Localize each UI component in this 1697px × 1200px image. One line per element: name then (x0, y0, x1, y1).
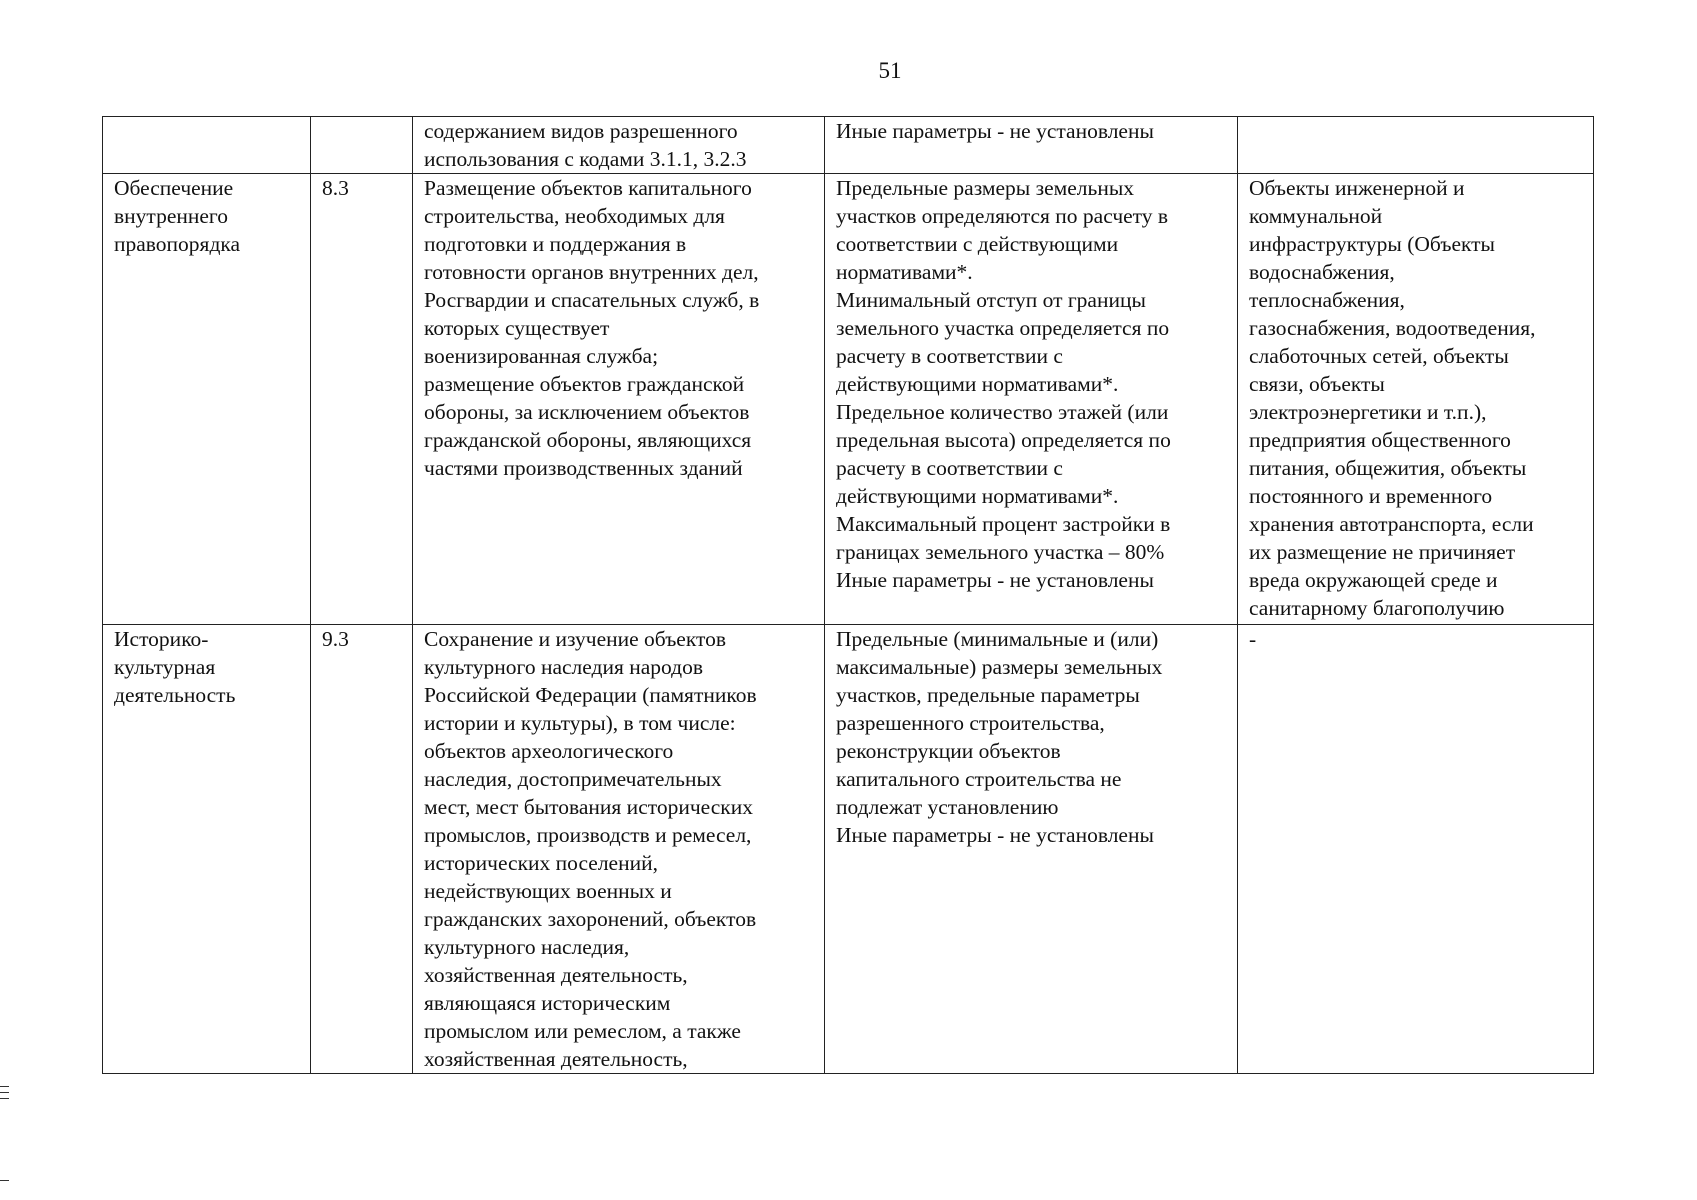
table-row (103, 625, 1594, 1074)
page-number: 51 (878, 58, 902, 83)
use-parameters-cell: Предельные (минимальные и (или) максимальные) размеры земельных участков, предельные параметры разрешенного строительства, реконструкции объектов капитального строительства не подлежат установлению Иные параметры - не установлены (825, 625, 1238, 1074)
auxiliary-uses-cell: Объекты инженерной и коммунальной инфраструктуры (Объекты водоснабжения, теплоснабжения, газоснабжения, водоотведения, слаботочных сетей, объекты связи, объекты электроэнергетики и т.п.), предприятия общественного питания, общежития, объекты постоянного и временного хранения автотранспорта, если их размещение не причиняет вреда окружающей среде и санитарному благополучию (1238, 174, 1594, 625)
margin-tick-mark (0, 1098, 9, 1099)
table-row (103, 174, 1594, 625)
auxiliary-uses-cell: - (1238, 625, 1594, 1074)
table-row (103, 117, 1594, 174)
margin-tick-mark (0, 1092, 9, 1093)
use-parameters-cell: Иные параметры - не установлены (825, 117, 1238, 174)
use-name-cell: Историко- культурная деятельность (103, 625, 311, 1074)
use-description-cell: Сохранение и изучение объектов культурного наследия народов Российской Федерации (памятников истории и культуры), в том числе: объектов археологического наследия, достопримечательных мест, мест бытования исторических промыслов, производств и ремесел, исторических поселений, недействующих военных и гражданских захоронений, объектов культурного наследия, хозяйственная деятельность, являющаяся историческим промыслом или ремеслом, а также хозяйственная деятельность, (413, 625, 825, 1074)
use-parameters-cell: Предельные размеры земельных участков определяются по расчету в соответствии с действующими нормативами*. Минимальный отступ от границы земельного участка определяется по расчету в соответствии с действующими нормативами*. Предельное количество этажей (или предельная высота) определяется по расчету в соответствии с действующими нормативами*. Максимальный процент застройки в границах земельного участка – 80% Иные параметры - не установлены (825, 174, 1238, 625)
use-name-cell: Обеспечение внутреннего правопорядка (103, 174, 311, 625)
land-use-table (102, 116, 1594, 1074)
margin-tick-mark (0, 1180, 9, 1181)
use-name-cell (103, 117, 311, 174)
use-description-cell: Размещение объектов капитального строительства, необходимых для подготовки и поддержания в готовности органов внутренних дел, Росгвардии и спасательных служб, в которых существует военизированная служба; размещение объектов гражданской обороны, за исключением объектов гражданской обороны, являющихся частями производственных зданий (413, 174, 825, 625)
auxiliary-uses-cell (1238, 117, 1594, 174)
use-code-cell (311, 117, 413, 174)
use-code-cell: 8.3 (311, 174, 413, 625)
margin-tick-mark (0, 1086, 9, 1087)
use-code-cell: 9.3 (311, 625, 413, 1074)
use-description-cell: содержанием видов разрешенного использования с кодами 3.1.1, 3.2.3 (413, 117, 825, 174)
